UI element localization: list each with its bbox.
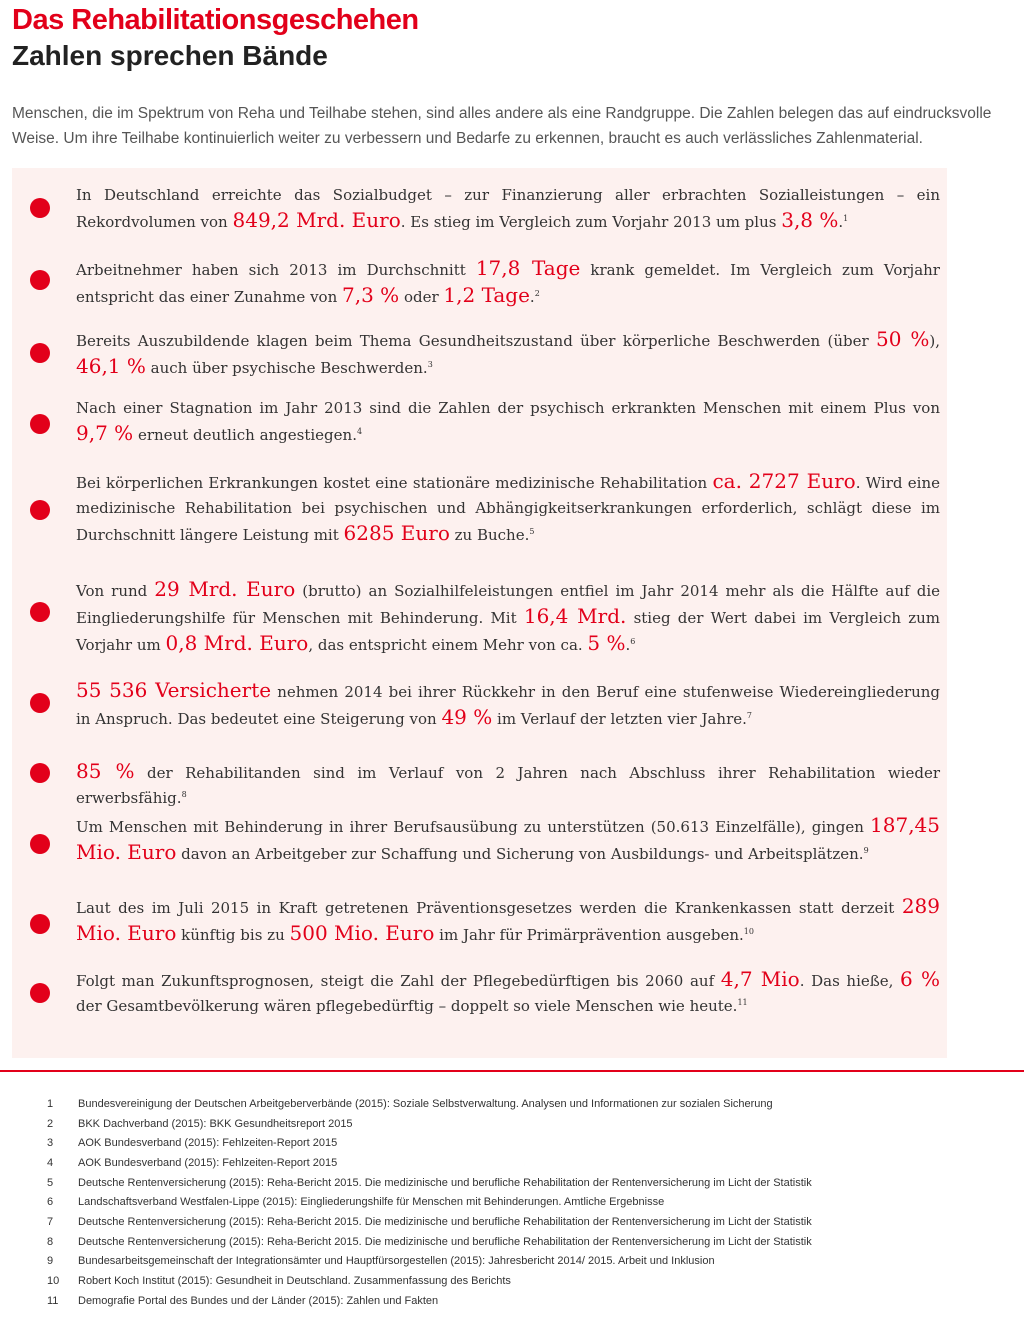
fact-item: Bereits Auszubildende klagen beim Thema Gesundheitszustand über körperliche Beschwerden (über 50 %), 46,1 % auch über psychische Beschwerden.$^3$ [76, 327, 940, 378]
footnote-row: 10 Robert Koch Institut (2015): Gesundheit in Deutschland. Zusammenfassung des Berichts [47, 1275, 511, 1288]
footnote-row: 9 Bundesarbeitsgemeinschaft der Integrationsämter und Hauptfürsorgestellen (2015): Jahresbericht 2014/ 2015. Arbeit und Inklusion [47, 1255, 715, 1268]
fact-item: Folgt man Zukunftsprognosen, steigt die Zahl der Pflegebedürftigen bis 2060 auf 4,7 Mio. Das hieße, 6 % der Gesamtbevölkerung wären pflegebedürftig – doppelt so viele Menschen wie heute.$^{11}$ [76, 967, 940, 1015]
bullet-dot-icon [30, 414, 50, 434]
footnote-row: 2 BKK Dachverband (2015): BKK Gesundheitsreport 2015 [47, 1117, 353, 1130]
footnote-divider [0, 1070, 1024, 1072]
fact-item: Von rund 29 Mrd. Euro (brutto) an Sozialhilfeleistungen entfiel im Jahr 2014 mehr als die Hälfte auf die Eingliederungshilfe für Menschen mit Behinderung. Mit 16,4 Mrd. stieg der Wert dabei im Vergleich zum Vorjahr um 0,8 Mrd. Euro, das entspricht einem Mehr von ca. 5 %.$^6$ [76, 577, 940, 655]
bullet-dot-icon [30, 914, 50, 934]
footnote-row: 5 Deutsche Rentenversicherung (2015): Reha-Bericht 2015. Die medizinische und berufliche Rehabilitation der Rentenversicherung im Licht der Statistik [47, 1176, 812, 1189]
bullet-dot-icon [30, 834, 50, 854]
bullet-dot-icon [30, 983, 50, 1003]
bullet-dot-icon [30, 693, 50, 713]
footnote-row: 1 Bundesvereinigung der Deutschen Arbeitgeberverbände (2015): Soziale Selbstverwaltung. Analysen und Informationen zur sozialen Sicherung [47, 1097, 773, 1110]
footnote-row: 4 AOK Bundesverband (2015): Fehlzeiten-Report 2015 [47, 1156, 338, 1169]
bullet-dot-icon [30, 763, 50, 783]
footnote-row: 6 Landschaftsverband Westfalen-Lippe (2015): Eingliederungshilfe für Menschen mit Behinderungen. Amtliche Ergebnisse [47, 1196, 665, 1209]
intro-text: Menschen, die im Spektrum von Reha und Teilhabe stehen, sind alles andere als eine Randgruppe. Die Zahlen belegen das auf eindrucksvolle Weise. Um ihre Teilhabe kontinuierlich weiter zu verbessern und Bedarfe zu erkennen, braucht es auch verlässliches Zahlenmaterial. [12, 105, 992, 147]
footnote-row: 8 Deutsche Rentenversicherung (2015): Reha-Bericht 2015. Die medizinische und berufliche Rehabilitation der Rentenversicherung im Licht der Statistik [47, 1235, 812, 1248]
fact-item: Bei körperlichen Erkrankungen kostet eine stationäre medizinische Rehabilitation ca. 2727 Euro. Wird eine medizinische Rehabilitation bei psychischen und Abhängigkeitserkrankungen erforderlich, schlägt diese im Durchschnitt längere Leistung mit 6285 Euro zu Buche.$^5$ [76, 469, 940, 545]
footnote-row: 7 Deutsche Rentenversicherung (2015): Reha-Bericht 2015. Die medizinische und berufliche Rehabilitation der Rentenversicherung im Licht der Statistik [47, 1215, 812, 1228]
page-title: Das Rehabilitationsgeschehen [12, 4, 419, 36]
fact-item: Laut des im Juli 2015 in Kraft getretenen Präventionsgesetzes werden die Krankenkassen statt derzeit 289 Mio. Euro künftig bis zu 500 Mio. Euro im Jahr für Primärprävention ausgeben.$^{10}$ [76, 894, 940, 945]
bullet-dot-icon [30, 198, 50, 218]
fact-item: Arbeitnehmer haben sich 2013 im Durchschnitt 17,8 Tage krank gemeldet. Im Vergleich zum Vorjahr entspricht das einer Zunahme von 7,3 % oder 1,2 Tage.$^2$ [76, 256, 940, 307]
facts-panel [12, 168, 947, 1058]
footnote-row: 3 AOK Bundesverband (2015): Fehlzeiten-Report 2015 [47, 1137, 338, 1150]
fact-item: Um Menschen mit Behinderung in ihrer Berufsausübung zu unterstützen (50.613 Einzelfälle), gingen 187,45 Mio. Euro davon an Arbeitgeber zur Schaffung und Sicherung von Ausbildungs- und Arbeitsplätzen.$^9$ [76, 813, 940, 864]
bullet-dot-icon [30, 343, 50, 363]
fact-item: Nach einer Stagnation im Jahr 2013 sind die Zahlen der psychisch erkrankten Menschen mit einem Plus von 9,7 % erneut deutlich angestiegen.$^4$ [76, 399, 940, 445]
footnotes [47, 1094, 1007, 1311]
fact-item: 85 % der Rehabilitanden sind im Verlauf von 2 Jahren nach Abschluss ihrer Rehabilitation wieder erwerbsfähig.$^8$ [76, 759, 941, 807]
fact-item: 55 536 Versicherte nehmen 2014 bei ihrer Rückkehr in den Beruf eine stufenweise Wiedereingliederung in Anspruch. Das bedeutet eine Steigerung von 49 % im Verlauf der letzten vier Jahre.$^7$ [76, 678, 940, 729]
bullet-dot-icon [30, 602, 50, 622]
page-subtitle: Zahlen sprechen Bände [12, 40, 328, 71]
bullet-dot-icon [30, 500, 50, 520]
fact-item: In Deutschland erreichte das Sozialbudget – zur Finanzierung aller erbrachten Sozialleistungen – ein Rekordvolumen von 849,2 Mrd. Euro. Es stieg im Vergleich zum Vorjahr 2013 um plus 3,8 %.$^1$ [76, 186, 940, 232]
footnote-row: 11 Demografie Portal des Bundes und der Länder (2015): Zahlen und Fakten [47, 1294, 439, 1307]
bullet-dot-icon [30, 270, 50, 290]
